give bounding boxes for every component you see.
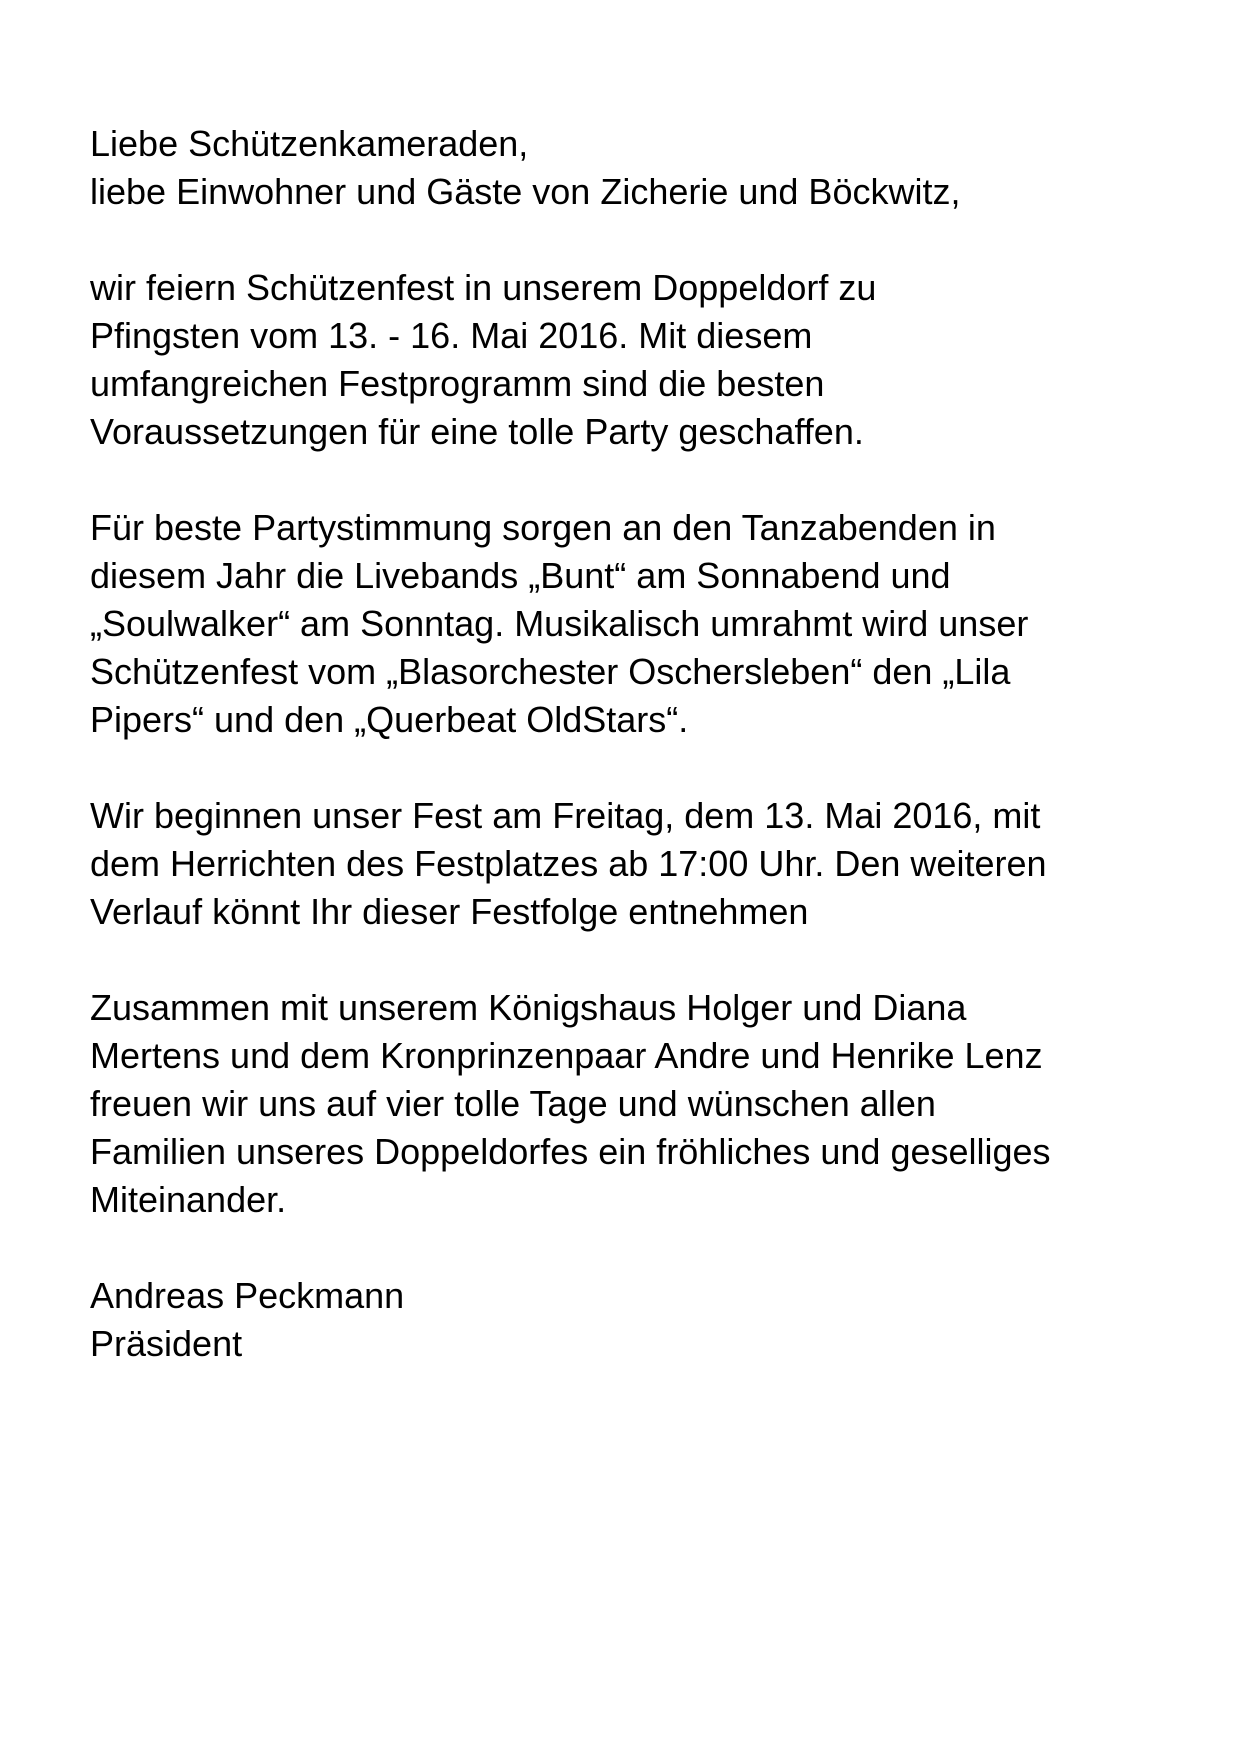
salutation-line: liebe Einwohner und Gäste von Zicherie und Böckwitz, — [90, 171, 961, 212]
paragraph-line: Pipers“ und den „Querbeat OldStars“. — [90, 699, 689, 740]
paragraph-line: dem Herrichten des Festplatzes ab 17:00 Uhr. Den weiteren — [90, 843, 1047, 884]
paragraph-line: Mertens und dem Kronprinzenpaar Andre und Henrike Lenz — [90, 1035, 1043, 1076]
paragraph-schedule — [90, 792, 1170, 936]
paragraph-line: Zusammen mit unserem Königshaus Holger und Diana — [90, 987, 967, 1028]
signature-name: Andreas Peckmann — [90, 1275, 405, 1316]
signature-title: Präsident — [90, 1323, 243, 1364]
signature-block — [90, 1272, 1170, 1368]
paragraph-line: Miteinander. — [90, 1179, 287, 1220]
paragraph-bands — [90, 504, 1170, 744]
paragraph-line: Für beste Partystimmung sorgen an den Tanzabenden in — [90, 507, 996, 548]
salutation — [90, 120, 1170, 216]
letter-body — [90, 120, 1170, 1368]
paragraph-line: wir feiern Schützenfest in unserem Doppeldorf zu — [90, 267, 877, 308]
paragraph-line: Verlauf könnt Ihr dieser Festfolge entnehmen — [90, 891, 809, 932]
paragraph-line: freuen wir uns auf vier tolle Tage und wünschen allen — [90, 1083, 936, 1124]
paragraph-line: Voraussetzungen für eine tolle Party geschaffen. — [90, 411, 864, 452]
paragraph-royals — [90, 984, 1170, 1224]
paragraph-line: Wir beginnen unser Fest am Freitag, dem 13. Mai 2016, mit — [90, 795, 1041, 836]
paragraph-line: Familien unseres Doppeldorfes ein fröhliches und geselliges — [90, 1131, 1051, 1172]
paragraph-line: diesem Jahr die Livebands „Bunt“ am Sonnabend und — [90, 555, 951, 596]
paragraph-line: Pfingsten vom 13. - 16. Mai 2016. Mit diesem — [90, 315, 813, 356]
paragraph-line: umfangreichen Festprogramm sind die besten — [90, 363, 825, 404]
paragraph-line: Schützenfest vom „Blasorchester Oschersleben“ den „Lila — [90, 651, 1011, 692]
paragraph-dates — [90, 264, 1170, 456]
paragraph-line: „Soulwalker“ am Sonntag. Musikalisch umrahmt wird unser — [90, 603, 1029, 644]
salutation-line: Liebe Schützenkameraden, — [90, 123, 529, 164]
